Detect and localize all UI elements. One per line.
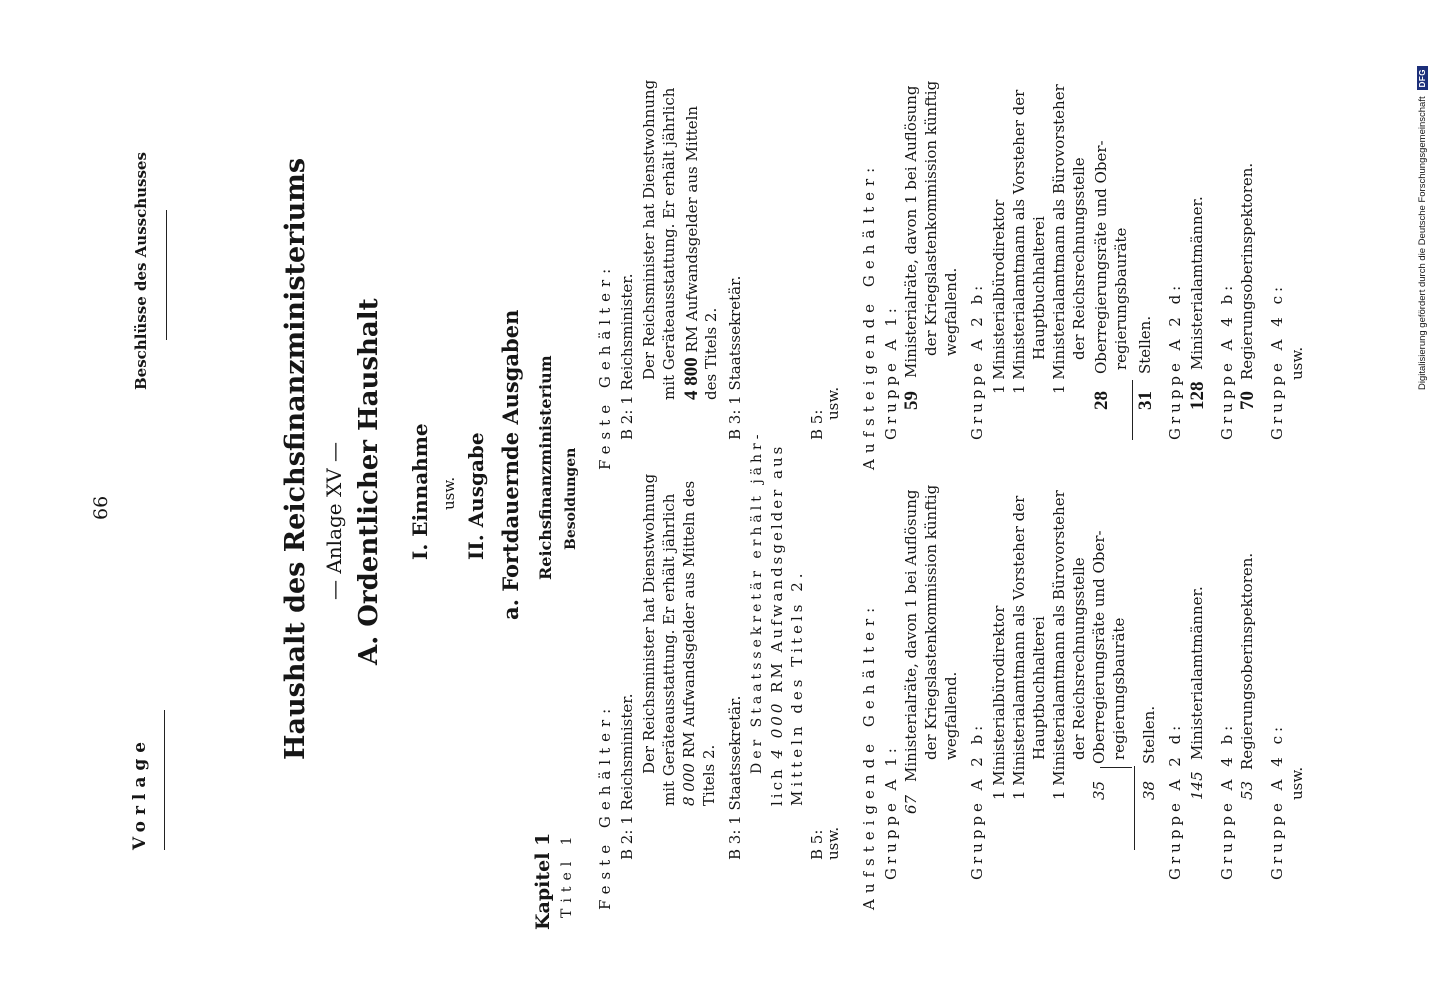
right-a1-heading: Gruppe A 1:: [882, 304, 900, 440]
titel-label: Titel 1: [559, 830, 575, 918]
ministerium-heading: Reichsfinanzministerium: [536, 355, 555, 580]
right-a2d-count: 128: [1187, 381, 1208, 410]
right-a2b-line5: der Reichsrechnungsstelle: [1070, 157, 1088, 360]
left-a2b-line7: regierungsbauräte: [1110, 617, 1128, 760]
right-a2b-line6: Oberregierungsräte und Ober-: [1092, 140, 1110, 374]
einnahme-heading: I. Einnahme: [408, 423, 432, 560]
left-a2b-count: 35: [1090, 780, 1108, 800]
right-a2b-stellen: Stellen.: [1136, 315, 1154, 374]
left-a2b-total: 38: [1140, 780, 1158, 800]
right-usw: usw.: [824, 386, 842, 420]
left-a4b-text: Regierungsoberinspektoren.: [1238, 552, 1256, 770]
left-aufsteigende-heading: Aufsteigende Gehälter:: [860, 601, 878, 910]
left-a2b-line2: 1 Ministerialamtmann als Vorsteher der: [1010, 495, 1028, 800]
left-a2b-heading: Gruppe A 2 b:: [968, 721, 986, 880]
right-a1-text3: wegfallend.: [942, 267, 960, 356]
right-a1-text1: Ministerialräte, davon 1 bei Auflösung: [902, 85, 920, 378]
right-a2b-line1: 1 Ministerialbürodirektor: [990, 199, 1008, 394]
right-b2-text4: des Titels 2.: [702, 307, 720, 400]
digitization-credit: [1414, 10, 1430, 390]
right-a2b-count: 28: [1091, 391, 1112, 410]
left-sum-rule: [1134, 766, 1135, 850]
header-left: Vorlage: [130, 735, 150, 850]
credit-text: Digitalisierung gefördert durch die Deutsche Forschungsgemeinschaft: [1416, 96, 1428, 390]
anlage-label: — Anlage XV —: [322, 441, 346, 600]
left-a2d-heading: Gruppe A 2 d:: [1166, 721, 1184, 880]
right-a1-text2: der Kriegslastenkommission künftig: [922, 80, 940, 356]
left-b2-text1: Der Reichsminister hat Dienstwohnung: [640, 473, 658, 774]
left-a4c-usw: usw.: [1288, 766, 1306, 800]
header-right: Beschlüsse des Ausschusses: [132, 152, 150, 390]
left-b5-usw: usw.: [824, 826, 842, 860]
right-b2-text1: Der Reichsminister hat Dienstwohnung: [640, 79, 658, 380]
right-aufsteigende-heading: Aufsteigende Gehälter:: [860, 161, 878, 470]
section-a-heading: A. Ordentlicher Haushalt: [354, 298, 384, 665]
right-a2b-line4: 1 Ministerialamtmann als Bürovorsteher: [1050, 84, 1068, 394]
left-b3-text2-rest: RM Aufwandsgelder aus: [768, 443, 786, 701]
left-sum-bracket: [1100, 767, 1132, 768]
left-a4c-heading: Gruppe A 4 c:: [1268, 722, 1286, 880]
right-b2-text2: mit Geräteausstattung. Er erhält jährlich: [660, 87, 678, 400]
left-a4b-count: 53: [1238, 780, 1256, 800]
left-b2-text2: mit Geräteausstattung. Er erhält jährlich: [660, 493, 678, 806]
left-b3-line: B 3: 1 Staatssekretär.: [726, 695, 744, 860]
left-a2b-line1: 1 Ministerialbürodirektor: [990, 605, 1008, 800]
left-feste-heading: Feste Gehälter:: [596, 702, 614, 910]
left-a2b-line6: Oberregierungsräte und Ober-: [1090, 530, 1108, 764]
left-a1-count: 67: [902, 794, 920, 814]
right-b2-text3: [682, 106, 701, 400]
fortdauernde-heading: a. Fortdauernde Ausgaben: [498, 309, 523, 620]
right-a4b-heading: Gruppe A 4 b:: [1218, 281, 1236, 440]
right-sum-rule: [1132, 380, 1133, 440]
right-b5-line: B 5:: [808, 409, 826, 440]
left-b2-text3: [682, 481, 697, 806]
page-number: 66: [90, 495, 112, 520]
right-feste-heading: Feste Gehälter:: [596, 262, 614, 470]
left-b3-amount: 4 000: [768, 700, 786, 759]
right-a2d-text: Ministerialamtmänner.: [1188, 196, 1206, 370]
right-b2-amount: 4 800: [681, 357, 702, 400]
right-a4b-text: Regierungsoberinspektoren.: [1238, 162, 1256, 380]
right-a2b-line3: Hauptbuchhalterei: [1030, 216, 1048, 360]
left-a2d-count: 145: [1188, 771, 1206, 800]
right-a4c-usw: usw.: [1288, 346, 1306, 380]
right-a2b-line7: regierungsbauräte: [1112, 227, 1130, 370]
left-a1-heading: Gruppe A 1:: [882, 744, 900, 880]
left-b5-line: B 5:: [808, 829, 826, 860]
left-a1-text1: Ministerialräte, davon 1 bei Auflösung: [902, 489, 920, 782]
left-b2-amount: 8 000: [680, 763, 698, 806]
right-b2-text3-rest: RM Aufwandsgelder aus Mitteln: [683, 105, 701, 358]
left-b3-text3: Mitteln des Titels 2.: [788, 569, 806, 806]
einnahme-usw: usw.: [440, 476, 458, 510]
left-a2b-line5: der Reichsrechnungsstelle: [1070, 557, 1088, 760]
left-b3-text2: [770, 444, 785, 806]
left-b2-line: B 2: 1 Reichsminister.: [618, 693, 636, 860]
left-a2b-line3: Hauptbuchhalterei: [1030, 616, 1048, 760]
left-a1-text2: der Kriegslastenkommission künftig: [922, 484, 940, 760]
page-title: Haushalt des Reichsfinanzministeriums: [280, 157, 311, 760]
right-a2b-total: 31: [1135, 391, 1156, 410]
left-b3-text2-pre: lich: [768, 758, 786, 806]
left-a2b-line4: 1 Ministerialamtmann als Bürovorsteher: [1050, 490, 1068, 800]
left-a4b-heading: Gruppe A 4 b:: [1218, 721, 1236, 880]
left-b3-text1: Der Staatssekretär erhält jähr-: [749, 430, 765, 774]
left-b2-text3-rest: RM Aufwandsgelder aus Mitteln des: [680, 480, 698, 764]
right-a4b-count: 70: [1237, 391, 1258, 410]
right-a2b-heading: Gruppe A 2 b:: [968, 281, 986, 440]
right-b2-line: B 2: 1 Reichsminister.: [618, 273, 636, 440]
header-left-rule: [164, 710, 165, 850]
dfg-logo: DFG: [1417, 66, 1428, 90]
right-a2b-line2: 1 Ministerialamtmann als Vorsteher der: [1010, 89, 1028, 394]
kapitel-label: Kapitel 1: [532, 832, 554, 930]
left-a2d-text: Ministerialamtmänner.: [1188, 586, 1206, 760]
ausgabe-heading: II. Ausgabe: [464, 432, 488, 560]
right-a1-count: 59: [901, 391, 922, 410]
right-a2d-heading: Gruppe A 2 d:: [1166, 281, 1184, 440]
right-a4c-heading: Gruppe A 4 c:: [1268, 282, 1286, 440]
header-right-rule: [166, 210, 167, 340]
right-b3-line: B 3: 1 Staatssekretär.: [726, 275, 744, 440]
left-a2b-stellen: Stellen.: [1140, 705, 1158, 764]
left-a1-text3: wegfallend.: [942, 671, 960, 760]
besoldungen-heading: Besoldungen: [563, 447, 579, 550]
left-b2-text4: Titels 2.: [700, 744, 718, 806]
